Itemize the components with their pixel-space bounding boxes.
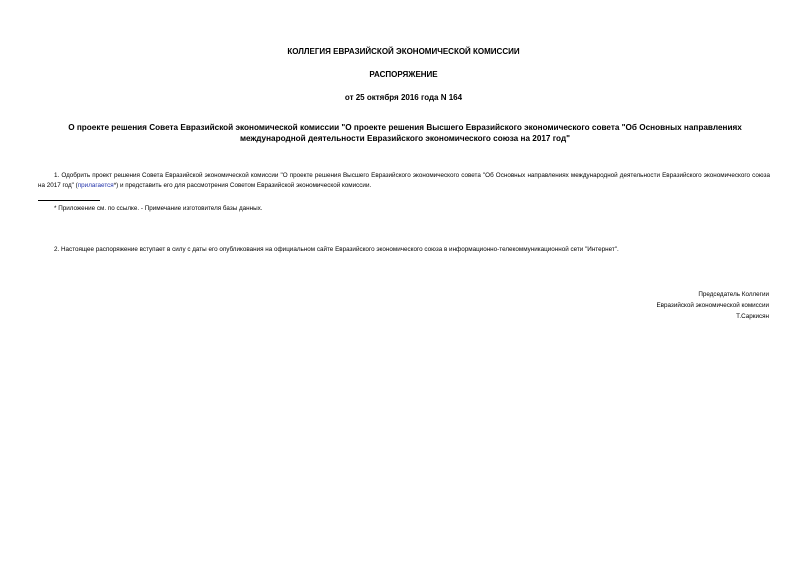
paragraph-1-text-end: *) и представить его для рассмотрения Советом Евразийской экономической комиссии. [113, 182, 372, 189]
signature-organization: Евразийской экономической комиссии [656, 302, 769, 309]
paragraph-1-text-start: 1. Одобрить проект решения Совета Евразийской экономической комиссии "О проекте решения Высшего Евразийского экономического совета "Об Основных направлениях международной деятельности Евразийского экономического союза на 2017 год" ( [38, 172, 770, 189]
signature-name: Т.Саркисян [736, 313, 769, 320]
document-date-number: от 25 октября 2016 года N 164 [344, 93, 463, 102]
signature-position: Председатель Коллегии [698, 291, 769, 298]
footnote: * Приложение см. по ссылке. - Примечание изготовителя базы данных. [54, 205, 263, 212]
paragraph-2: 2. Настоящее распоряжение вступает в силу с даты его опубликования на официальном сайте Евразийского экономического союза в информационно-телекоммуникационной сети "Интернет". [54, 246, 619, 253]
organization-heading: КОЛЛЕГИЯ ЕВРАЗИЙСКОЙ ЭКОНОМИЧЕСКОЙ КОМИССИИ [287, 47, 520, 56]
document-title: О проекте решения Совета Евразийской экономической комиссии "О проекте решения Высшего Евразийского экономического совета "Об Основных направлениях международной деятельности Евразийского экономического союза на 2017 год" [68, 123, 742, 143]
paragraph-1 [38, 171, 770, 191]
signature-block [656, 289, 769, 322]
appendix-link[interactable]: прилагается [77, 182, 114, 189]
document-type-heading: РАСПОРЯЖЕНИЕ [369, 70, 438, 79]
footnote-divider [38, 200, 100, 201]
